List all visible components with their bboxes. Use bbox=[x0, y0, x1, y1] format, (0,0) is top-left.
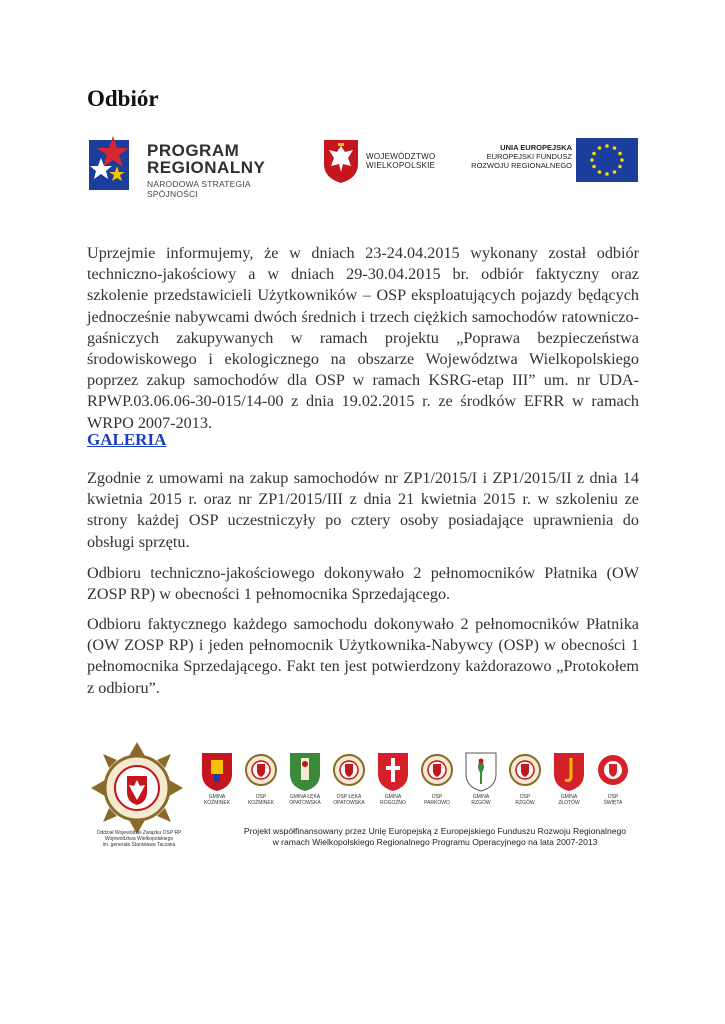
osp-kozminek bbox=[241, 752, 281, 806]
crest-label: GMINA KOŹMINEK bbox=[203, 794, 231, 806]
osp-emblem-icon bbox=[508, 752, 542, 792]
crest-label: OSP RZGÓW bbox=[515, 794, 535, 806]
program-regionalny-logo bbox=[87, 132, 297, 199]
training-paragraph: Zgodnie z umowami na zakup samochodów nr ZP1/2015/I i ZP1/2015/II z dnia 14 kwietnia 2015 r. oraz nr ZP1/2015/III z dnia 21 kwietnia 2015 r. w szkoleniu ze strony każdej OSP uczestniczyły po cztery osoby posiadające uprawnienia do obsługi sprzętu. bbox=[87, 469, 639, 551]
osp-emblem-icon bbox=[596, 752, 630, 792]
eu-flag-icon bbox=[576, 138, 638, 182]
crest-kozminek bbox=[197, 752, 237, 806]
rogozno-crest-icon bbox=[377, 752, 409, 792]
osp-parkowo bbox=[417, 752, 457, 806]
osp-emblem-icon bbox=[332, 752, 366, 792]
gallery-link[interactable]: GALERIA bbox=[87, 430, 167, 449]
eu-line: UNIA EUROPEJSKA bbox=[500, 143, 572, 152]
rozwoju-line: ROZWOJU REGIONALNEGO bbox=[471, 161, 572, 170]
crest-label: GMINA ROGOŹNO bbox=[380, 794, 406, 806]
partners-banner bbox=[87, 742, 640, 862]
crest-label: OSP ŚWIĘTA bbox=[603, 794, 623, 806]
crest-row bbox=[197, 752, 647, 822]
crest-rzgow bbox=[461, 752, 501, 806]
wielkopolska-logo bbox=[322, 138, 442, 184]
crest-label: GMINA RZGÓW bbox=[471, 794, 491, 806]
actual-acceptance-paragraph: Odbioru faktycznego każdego samochodu dokonywało 2 pełnomocników Płatnika (OW ZOSP RP) i jeden pełnomocnik Użytkownika-Nabywcy (OSP) w obecności 1 pełnomocnika Sprzedającego. Fakt ten jest potwierdzony każdorazowo „Protokołem z odbioru”. bbox=[87, 615, 639, 697]
crest-label: OSP KOŹMINEK bbox=[247, 794, 275, 806]
wojewodztwo-line: WOJEWÓDZTWO bbox=[366, 152, 436, 161]
zlotow-crest-icon bbox=[553, 752, 585, 792]
program-line: PROGRAM bbox=[147, 141, 240, 160]
osp-swieta bbox=[593, 752, 633, 806]
wielkopolskie-line: WIELKOPOLSKIE bbox=[366, 161, 436, 170]
rzgow-crest-icon bbox=[465, 752, 497, 792]
eagle-crest-icon bbox=[322, 138, 360, 184]
osp-caption: Oddział Wojewódzki Związku OSP RP Województwa Wielkopolskiego im. generała Stanisława Taczaka bbox=[96, 830, 182, 848]
leka-opatowska-crest-icon bbox=[289, 752, 321, 792]
crest-label: OSP PARKOWO bbox=[424, 794, 450, 806]
cofinancing-line2: w ramach Wielkopolskiego Regionalnego Programu Operacyjnego na lata 2007-2013 bbox=[272, 837, 598, 847]
crest-zlotow bbox=[549, 752, 589, 806]
kozminek-crest-icon bbox=[201, 752, 233, 792]
crest-label: GMINA ŁĘKA OPATOWSKA bbox=[289, 794, 321, 806]
crest-label: GMINA ZŁOTÓW bbox=[558, 794, 580, 806]
regionalny-line: REGIONALNY bbox=[147, 158, 266, 177]
osp-emblem-icon bbox=[420, 752, 454, 792]
page-title: Odbiór bbox=[87, 86, 159, 111]
nss-star-logo-icon bbox=[87, 132, 143, 194]
crest-label: OSP ŁĘKA OPATOWSKA bbox=[333, 794, 365, 806]
osp-cross-emblem-icon bbox=[87, 742, 187, 834]
cofinancing-caption bbox=[215, 826, 655, 848]
nss-line: NARODOWA STRATEGIA SPÓJNOŚCI bbox=[147, 179, 251, 199]
cofinancing-line1: Projekt współfinansowany przez Unię Europejską z Europejskiego Funduszu Rozwoju Regionalnego bbox=[243, 826, 627, 836]
intro-paragraph: Uprzejmie informujemy, że w dniach 23-24.04.2015 wykonany został odbiór techniczno-jakościowy a w dniach 29-30.04.2015 br. odbiór faktyczny oraz szkolenie przedstawicieli Użytkowników – OSP eksploatujących pojazdy będących jednocześnie nabywcami dwóch średnich i trzech ciężkich samochodów ratowniczo-gaśniczych zakupywanych w ramach projektu „Poprawa bezpieczeństwa środowiskowego i ekologicznego na obszarze Województwa Wielkopolskiego poprzez zakup samochodów dla OSP w ramach KSRG-etap III” um. nr UDA-RPWP.03.06.06-30-015/14-00 z dnia 19.02.2015 r. ze środków EFRR w ramach WRPO 2007-2013. bbox=[87, 244, 639, 432]
eu-logo bbox=[464, 138, 639, 184]
osp-emblem-icon bbox=[244, 752, 278, 792]
technical-acceptance-paragraph: Odbioru techniczno-jakościowego dokonywało 2 pełnomocników Płatnika (OW ZOSP RP) w obecności 1 pełnomocnika Sprzedającego. bbox=[87, 564, 639, 604]
crest-leka-opatowska bbox=[285, 752, 325, 806]
osp-rzgow bbox=[505, 752, 545, 806]
crest-rogozno bbox=[373, 752, 413, 806]
efrr-line: EUROPEJSKI FUNDUSZ bbox=[486, 152, 572, 161]
osp-leka-opatowska bbox=[329, 752, 369, 806]
